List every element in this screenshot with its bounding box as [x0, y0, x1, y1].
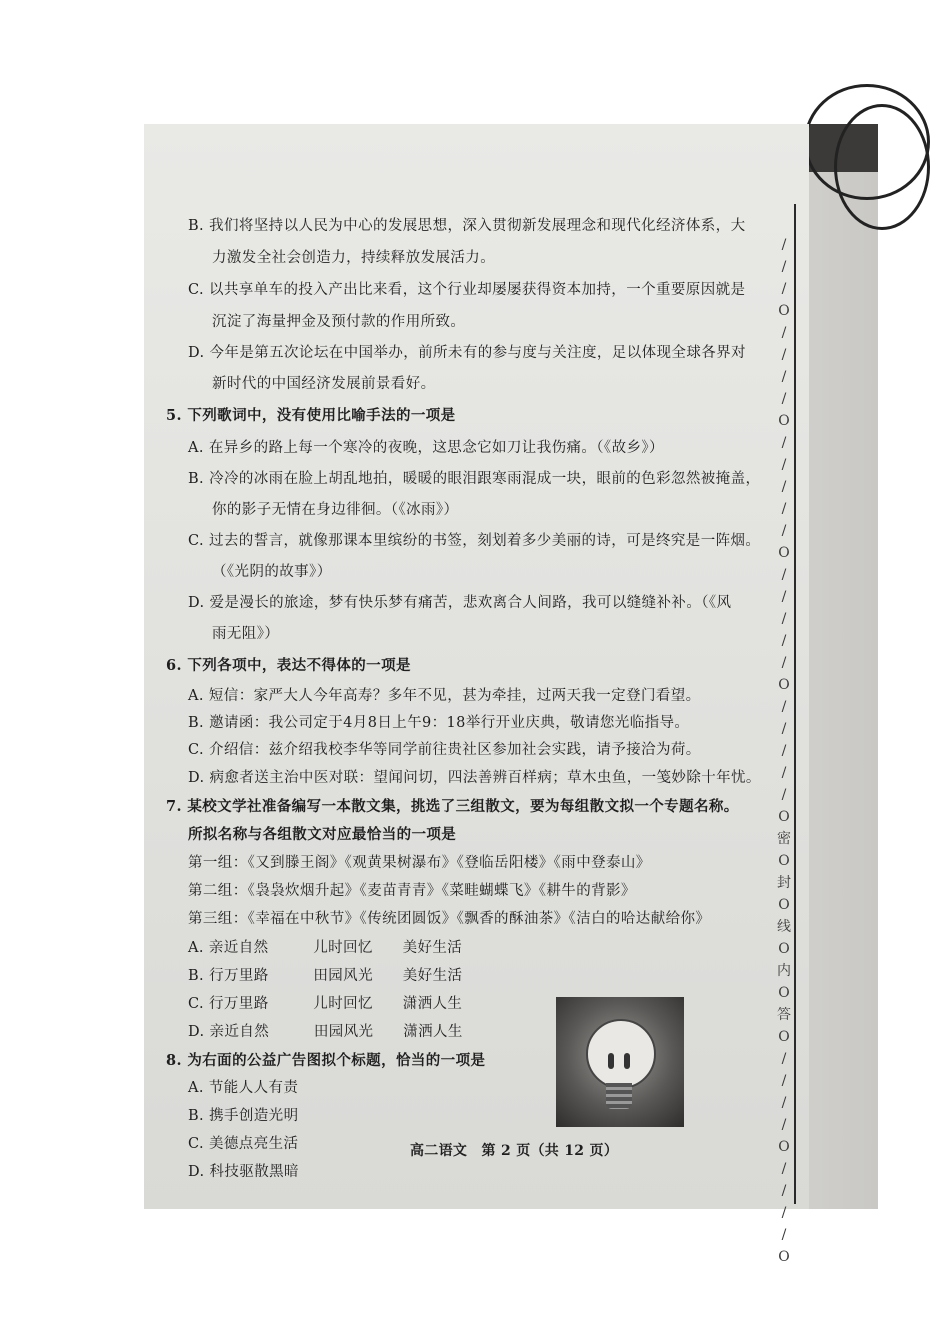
- binding-mark: /: [781, 1161, 787, 1177]
- binding-mark: /: [781, 765, 787, 781]
- option-8d: D. 科技驱散黑暗: [188, 1164, 299, 1180]
- binding-mark: /: [781, 1117, 787, 1133]
- person-figure-icon: [624, 1053, 630, 1069]
- binding-mark: /: [781, 567, 787, 583]
- binding-mark: /: [781, 435, 787, 451]
- binding-mark: O: [778, 1029, 790, 1045]
- option-5b-line1: B. 冷冷的冰雨在脸上胡乱地拍，暖暖的眼泪跟寒雨混成一块，眼前的色彩忽然被掩盖，: [188, 471, 761, 487]
- binding-mark: /: [781, 633, 787, 649]
- binding-mark: O: [778, 1139, 790, 1155]
- binding-mark: 封: [777, 875, 791, 891]
- binding-mark: 答: [777, 1007, 791, 1023]
- binding-mark: /: [781, 369, 787, 385]
- group-3: 第三组：《幸福在中秋节》《传统团圆饭》《飘香的酥油茶》《洁白的哈达献给你》: [188, 911, 711, 927]
- binding-mark: /: [781, 347, 787, 363]
- binding-mark: /: [781, 743, 787, 759]
- light-bulb-icon: [586, 1019, 656, 1089]
- question-8-stem: 8. 为右面的公益广告图拟个标题，恰当的一项是: [166, 1052, 486, 1069]
- binding-mark: O: [778, 809, 790, 825]
- option-8a: A. 节能人人有责: [188, 1080, 299, 1096]
- page-footer: 高二语文 第 2 页（共 12 页）: [410, 1143, 619, 1159]
- binding-mark: /: [781, 787, 787, 803]
- binding-mark: /: [781, 281, 787, 297]
- cable-shape: [834, 104, 930, 230]
- binding-mark: 线: [777, 919, 791, 935]
- option-4c-line1: C. 以共享单车的投入产出比来看，这个行业却屡屡获得资本加持，一个重要原因就是: [188, 282, 746, 298]
- binding-mark: O: [778, 413, 790, 429]
- option-8c: C. 美德点亮生活: [188, 1136, 299, 1152]
- binding-mark: O: [778, 897, 790, 913]
- option-7b: B. 行万里路 田园风光 美好生活: [188, 968, 463, 984]
- question-7-stem-line2: 所拟名称与各组散文对应最恰当的一项是: [188, 826, 457, 843]
- question-6-stem: 6. 下列各项中，表达不得体的一项是: [166, 657, 411, 674]
- option-6d: D. 病愈者送主治中医对联：望闻问切，四法善辨百样病；草木虫鱼，一笺妙除十年忧。: [188, 770, 761, 786]
- binding-mark: O: [778, 941, 790, 957]
- option-5c-line1: C. 过去的誓言，就像那课本里缤纷的书签，刻划着多少美丽的诗，可是终究是一阵烟。: [188, 533, 761, 549]
- binding-mark: /: [781, 1051, 787, 1067]
- option-5d-line1: D. 爱是漫长的旅途，梦有快乐梦有痛苦，悲欢离合人间路，我可以缝缝补补。（《风: [188, 595, 732, 611]
- binding-mark: /: [781, 457, 787, 473]
- option-4d-line2: 新时代的中国经济发展前景看好。: [212, 376, 436, 392]
- binding-mark: 密: [777, 831, 791, 847]
- binding-marks: [772, 237, 796, 1265]
- option-7d: D. 亲近自然 田园风光 潇洒人生: [188, 1024, 463, 1040]
- option-7a: A. 亲近自然 儿时回忆 美好生活: [188, 940, 463, 956]
- binding-mark: /: [781, 479, 787, 495]
- binding-mark: O: [778, 853, 790, 869]
- binding-mark: /: [781, 1205, 787, 1221]
- option-8b: B. 携手创造光明: [188, 1108, 299, 1124]
- option-6c: C. 介绍信：兹介绍我校李华等同学前往贵社区参加社会实践，请予接洽为荷。: [188, 742, 701, 758]
- binding-mark: /: [781, 1227, 787, 1243]
- public-service-ad-image: [556, 997, 684, 1127]
- binding-mark: /: [781, 259, 787, 275]
- binding-mark: /: [781, 523, 787, 539]
- option-4d-line1: D. 今年是第五次论坛在中国举办，前所未有的参与度与关注度，足以体现全球各界对: [188, 345, 746, 361]
- binding-mark: O: [778, 985, 790, 1001]
- option-5b-line2: 你的影子无情在身边徘徊。（《冰雨》）: [212, 502, 459, 518]
- option-5c-line2: （《光阴的故事》）: [212, 564, 332, 580]
- group-1: 第一组：《又到滕王阁》《观黄果树瀑布》《登临岳阳楼》《雨中登泰山》: [188, 855, 651, 871]
- option-5a: A. 在异乡的路上每一个寒冷的夜晚，这思念它如刀让我伤痛。（《故乡》）: [188, 440, 664, 456]
- binding-mark: /: [781, 501, 787, 517]
- option-4b-line2: 力激发全社会创造力，持续释放发展活力。: [212, 250, 496, 266]
- binding-mark: O: [778, 1249, 790, 1265]
- person-figure-icon: [608, 1053, 614, 1069]
- binding-mark: /: [781, 1073, 787, 1089]
- binding-mark: /: [781, 721, 787, 737]
- binding-mark: /: [781, 611, 787, 627]
- binding-mark: /: [781, 391, 787, 407]
- binding-mark: /: [781, 237, 787, 253]
- binding-mark: 内: [777, 963, 791, 979]
- binding-mark: /: [781, 589, 787, 605]
- question-5-stem: 5. 下列歌词中，没有使用比喻手法的一项是: [166, 407, 456, 424]
- question-7-stem-line1: 7. 某校文学社准备编写一本散文集，挑选了三组散文，要为每组散文拟一个专题名称。: [166, 798, 739, 815]
- binding-mark: O: [778, 303, 790, 319]
- option-4b-line1: B. 我们将坚持以人民为中心的发展思想，深入贯彻新发展理念和现代化经济体系，大: [188, 218, 746, 234]
- binding-mark: /: [781, 325, 787, 341]
- option-5d-line2: 雨无阻》）: [212, 626, 280, 642]
- bulb-base-icon: [606, 1083, 632, 1109]
- binding-mark: /: [781, 655, 787, 671]
- option-6a: A. 短信：家严大人今年高寿？多年不见，甚为牵挂，过两天我一定登门看望。: [188, 688, 701, 704]
- group-2: 第二组：《袅袅炊烟升起》《麦苗青青》《菜畦蝴蝶飞》《耕牛的背影》: [188, 883, 636, 899]
- binding-mark: O: [778, 545, 790, 561]
- option-7c: C. 行万里路 儿时回忆 潇洒人生: [188, 996, 463, 1012]
- binding-mark: /: [781, 699, 787, 715]
- binding-mark: O: [778, 677, 790, 693]
- option-4c-line2: 沉淀了海量押金及预付款的作用所致。: [212, 314, 466, 330]
- binding-mark: /: [781, 1183, 787, 1199]
- binding-mark: /: [781, 1095, 787, 1111]
- option-6b: B. 邀请函：我公司定于4月8日上午9：18举行开业庆典，敬请您光临指导。: [188, 715, 690, 731]
